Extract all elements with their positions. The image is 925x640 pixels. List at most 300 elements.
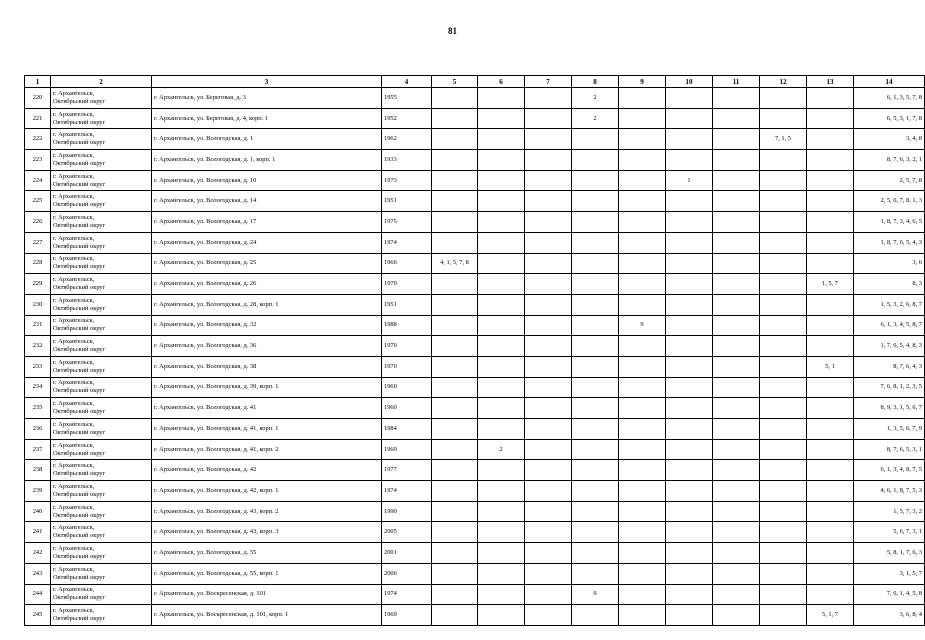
value-cell-10 [666,315,713,336]
value-cell-13 [807,501,854,522]
value-cell-13 [807,315,854,336]
year-cell: 1975 [382,212,432,233]
row-number-cell: 225 [25,191,51,212]
table-row [25,108,925,129]
value-cell-12 [760,398,807,419]
value-cell-12 [760,419,807,440]
year-cell: 2001 [382,543,432,564]
address-cell: г. Архангельск, ул. Вологодская, д. 42, корп. 1 [152,481,382,502]
year-cell: 2005 [382,522,432,543]
district-line: Октябрьский округ [53,139,106,147]
value-cell-12 [760,191,807,212]
row-number-cell: 244 [25,584,51,605]
value-cell-8: 9 [572,584,619,605]
district-cell [51,543,152,564]
value-cell-6 [478,522,525,543]
value-cell-5 [432,356,478,377]
value-cell-10 [666,191,713,212]
year-cell: 1970 [382,356,432,377]
district-line: Октябрьский округ [53,304,106,312]
column-header-2: 2 [51,76,152,88]
value-cell-11 [713,274,760,295]
year-cell: 1960 [382,439,432,460]
value-cell-11 [713,481,760,502]
value-cell-13 [807,584,854,605]
value-cell-9 [619,584,666,605]
address-cell: г. Архангельск, ул. Вологодская, д. 36 [152,336,382,357]
value-cell-14: 2, 5, 6, 7, 8, 1, 3 [854,191,925,212]
district-line: г. Архангельск, [53,255,95,263]
value-cell-8 [572,605,619,626]
column-header-14: 14 [854,76,925,88]
value-cell-7 [525,543,572,564]
value-cell-12 [760,377,807,398]
value-cell-9 [619,460,666,481]
address-cell: г. Архангельск, ул. Береговая, д. 3 [152,88,382,109]
district-cell [51,563,152,584]
value-cell-13 [807,88,854,109]
value-cell-6 [478,170,525,191]
value-cell-14: 8, 9, 3, 1, 5, 6, 7 [854,398,925,419]
value-cell-6 [478,150,525,171]
district-line: Октябрьский округ [53,408,106,416]
row-number-cell: 235 [25,398,51,419]
value-cell-8 [572,253,619,274]
district-cell [51,336,152,357]
row-number-cell: 221 [25,108,51,129]
row-number-cell: 230 [25,294,51,315]
value-cell-12 [760,253,807,274]
value-cell-10 [666,274,713,295]
value-cell-5 [432,481,478,502]
value-cell-14: 7, 6, 8, 1, 2, 3, 5 [854,377,925,398]
column-header-13: 13 [807,76,854,88]
column-header-8: 8 [572,76,619,88]
district-line: г. Архангельск, [53,503,95,511]
header-row [25,76,925,88]
value-cell-9 [619,294,666,315]
address-cell: г. Архангельск, ул. Воскресенская, д. 101 [152,584,382,605]
value-cell-8: 2 [572,88,619,109]
value-cell-5 [432,377,478,398]
value-cell-9 [619,212,666,233]
value-cell-7 [525,501,572,522]
table-row [25,212,925,233]
value-cell-11 [713,253,760,274]
district-cell [51,460,152,481]
value-cell-12 [760,294,807,315]
value-cell-5 [432,108,478,129]
value-cell-7 [525,170,572,191]
row-number-cell: 237 [25,439,51,460]
row-number-cell: 222 [25,129,51,150]
value-cell-12 [760,439,807,460]
address-cell: г. Архангельск, ул. Вологодская, д. 38 [152,356,382,377]
value-cell-13 [807,460,854,481]
table-row [25,150,925,171]
value-cell-14: 5, 8, 1, 7, 6, 3 [854,543,925,564]
column-header-5: 5 [432,76,478,88]
address-cell: г. Архангельск, ул. Вологодская, д. 41, корп. 1 [152,419,382,440]
value-cell-7 [525,398,572,419]
district-line: Октябрьский округ [53,263,106,271]
district-cell [51,522,152,543]
address-cell: г. Архангельск, ул. Вологодская, д. 43, корп. 2 [152,501,382,522]
value-cell-12 [760,501,807,522]
value-cell-5 [432,294,478,315]
district-line: Октябрьский округ [53,118,106,126]
value-cell-12 [760,150,807,171]
row-number-cell: 241 [25,522,51,543]
value-cell-9 [619,88,666,109]
value-cell-11 [713,377,760,398]
value-cell-8 [572,522,619,543]
value-cell-5 [432,419,478,440]
value-cell-11 [713,460,760,481]
value-cell-6: 2 [478,439,525,460]
value-cell-7 [525,294,572,315]
value-cell-11 [713,129,760,150]
table-row [25,522,925,543]
value-cell-14: 8, 7, 6, 5, 3, 1 [854,439,925,460]
district-cell [51,150,152,171]
value-cell-13 [807,108,854,129]
address-cell: г. Архангельск, ул. Вологодская, д. 1, корп. 1 [152,150,382,171]
value-cell-6 [478,584,525,605]
value-cell-5 [432,584,478,605]
value-cell-6 [478,501,525,522]
district-line: г. Архангельск, [53,193,95,201]
value-cell-10 [666,232,713,253]
value-cell-11 [713,336,760,357]
value-cell-8 [572,129,619,150]
value-cell-6 [478,398,525,419]
address-cell: г. Архангельск, ул. Вологодская, д. 28, корп. 1 [152,294,382,315]
value-cell-8 [572,501,619,522]
value-cell-7 [525,419,572,440]
value-cell-7 [525,253,572,274]
district-cell [51,439,152,460]
district-cell [51,481,152,502]
value-cell-6 [478,212,525,233]
value-cell-12 [760,563,807,584]
value-cell-14: 8, 7, 6, 4, 3 [854,356,925,377]
district-cell [51,191,152,212]
row-number-cell: 229 [25,274,51,295]
value-cell-5 [432,439,478,460]
value-cell-13 [807,212,854,233]
table-row [25,481,925,502]
district-line: г. Архангельск, [53,586,95,594]
value-cell-11 [713,501,760,522]
district-line: Октябрьский округ [53,346,106,354]
value-cell-14: 8, 3 [854,274,925,295]
value-cell-6 [478,108,525,129]
district-line: Октябрьский округ [53,490,106,498]
table-row [25,191,925,212]
value-cell-7 [525,191,572,212]
value-cell-9 [619,356,666,377]
value-cell-11 [713,584,760,605]
value-cell-11 [713,191,760,212]
district-line: Октябрьский округ [53,428,106,436]
value-cell-14: 1, 3, 5, 6, 7, 9 [854,419,925,440]
value-cell-13 [807,377,854,398]
district-line: Октябрьский округ [53,552,106,560]
value-cell-5 [432,232,478,253]
address-cell: г. Архангельск, ул. Вологодская, д. 26 [152,274,382,295]
value-cell-13 [807,170,854,191]
district-line: г. Архангельск, [53,296,95,304]
value-cell-6 [478,605,525,626]
value-cell-12: 7, 1, 5 [760,129,807,150]
value-cell-6 [478,315,525,336]
value-cell-9 [619,108,666,129]
value-cell-14: 1, 8, 7, 3, 4, 6, 5 [854,212,925,233]
address-cell: г. Архангельск, ул. Вологодская, д. 41, корп. 2 [152,439,382,460]
district-cell [51,129,152,150]
value-cell-11 [713,398,760,419]
value-cell-8 [572,212,619,233]
table-row [25,398,925,419]
district-line: Октябрьский округ [53,449,106,457]
year-cell: 1988 [382,315,432,336]
value-cell-12 [760,336,807,357]
value-cell-13 [807,398,854,419]
value-cell-7 [525,274,572,295]
district-line: г. Архангельск, [53,544,95,552]
column-header-1: 1 [25,76,51,88]
value-cell-9 [619,129,666,150]
page-number: 81 [448,26,457,36]
column-header-6: 6 [478,76,525,88]
value-cell-9 [619,253,666,274]
row-number-cell: 228 [25,253,51,274]
table-row [25,605,925,626]
value-cell-5 [432,191,478,212]
value-cell-7 [525,108,572,129]
value-cell-13 [807,294,854,315]
value-cell-8 [572,543,619,564]
value-cell-11 [713,294,760,315]
value-cell-9 [619,232,666,253]
value-cell-10 [666,481,713,502]
district-cell [51,88,152,109]
row-number-cell: 232 [25,336,51,357]
address-cell: г. Архангельск, ул. Вологодская, д. 14 [152,191,382,212]
value-cell-10 [666,336,713,357]
district-line: г. Архангельск, [53,131,95,139]
value-cell-13 [807,419,854,440]
row-number-cell: 231 [25,315,51,336]
value-cell-8 [572,315,619,336]
district-line: Октябрьский округ [53,470,106,478]
value-cell-11 [713,356,760,377]
district-cell [51,274,152,295]
value-cell-9 [619,439,666,460]
address-cell: г. Архангельск, ул. Воскресенская, д. 101, корп. 1 [152,605,382,626]
value-cell-6 [478,460,525,481]
value-cell-13 [807,150,854,171]
value-cell-7 [525,522,572,543]
value-cell-14: 3, 4, 8 [854,129,925,150]
value-cell-8 [572,356,619,377]
table-row [25,294,925,315]
year-cell: 1969 [382,605,432,626]
value-cell-14: 5, 6, 7, 3, 1 [854,522,925,543]
value-cell-9 [619,398,666,419]
district-line: г. Архангельск, [53,151,95,159]
year-cell: 1951 [382,191,432,212]
value-cell-6 [478,419,525,440]
row-number-cell: 223 [25,150,51,171]
value-cell-7 [525,336,572,357]
address-cell: г. Архангельск, ул. Вологодская, д. 42 [152,460,382,481]
value-cell-5 [432,522,478,543]
value-cell-10 [666,129,713,150]
value-cell-14: 7, 6, 1, 4, 5, 8 [854,584,925,605]
value-cell-6 [478,356,525,377]
value-cell-6 [478,232,525,253]
row-number-cell: 240 [25,501,51,522]
value-cell-14: 3, 6 [854,253,925,274]
row-number-cell: 220 [25,88,51,109]
value-cell-14: 6, 1, 3, 4, 8, 7, 5 [854,460,925,481]
value-cell-11 [713,563,760,584]
value-cell-12 [760,315,807,336]
value-cell-13 [807,481,854,502]
value-cell-12 [760,232,807,253]
table-row [25,460,925,481]
value-cell-5 [432,336,478,357]
district-line: г. Архангельск, [53,172,95,180]
value-cell-10 [666,584,713,605]
value-cell-12 [760,170,807,191]
year-cell: 1962 [382,129,432,150]
value-cell-9 [619,543,666,564]
value-cell-14: 6, 5, 3, 1, 7, 8 [854,108,925,129]
district-line: г. Архангельск, [53,524,95,532]
value-cell-6 [478,253,525,274]
value-cell-5 [432,170,478,191]
row-number-cell: 226 [25,212,51,233]
value-cell-13 [807,191,854,212]
row-number-cell: 224 [25,170,51,191]
district-line: г. Архангельск, [53,482,95,490]
value-cell-6 [478,274,525,295]
value-cell-10 [666,398,713,419]
value-cell-9 [619,563,666,584]
year-cell: 1951 [382,294,432,315]
district-line: г. Архангельск, [53,565,95,573]
value-cell-6 [478,191,525,212]
address-cell: г. Архангельск, ул. Вологодская, д. 55, корп. 1 [152,563,382,584]
value-cell-13 [807,232,854,253]
value-cell-11 [713,88,760,109]
value-cell-8 [572,563,619,584]
address-cell: г. Архангельск, ул. Вологодская, д. 1 [152,129,382,150]
value-cell-9 [619,605,666,626]
value-cell-13: 5, 1, 7 [807,605,854,626]
value-cell-10 [666,419,713,440]
value-cell-7 [525,563,572,584]
address-cell: г. Архангельск, ул. Вологодская, д. 55 [152,543,382,564]
district-line: Октябрьский округ [53,325,106,333]
value-cell-10 [666,439,713,460]
district-line: Октябрьский округ [53,615,106,623]
district-cell [51,377,152,398]
year-cell: 2006 [382,563,432,584]
value-cell-5 [432,501,478,522]
address-cell: г. Архангельск, ул. Вологодская, д. 25 [152,253,382,274]
value-cell-5 [432,129,478,150]
district-line: Октябрьский округ [53,573,106,581]
column-header-10: 10 [666,76,713,88]
value-cell-11 [713,212,760,233]
value-cell-10 [666,212,713,233]
column-header-11: 11 [713,76,760,88]
district-line: г. Архангельск, [53,607,95,615]
district-line: г. Архангельск, [53,441,95,449]
district-cell [51,108,152,129]
value-cell-11 [713,150,760,171]
table-row [25,129,925,150]
value-cell-8 [572,419,619,440]
district-cell [51,232,152,253]
value-cell-8 [572,460,619,481]
value-cell-6 [478,481,525,502]
district-line: г. Архангельск, [53,379,95,387]
year-cell: 1960 [382,377,432,398]
column-header-12: 12 [760,76,807,88]
year-cell: 1970 [382,274,432,295]
row-number-cell: 233 [25,356,51,377]
address-cell: г. Архангельск, ул. Вологодская, д. 32 [152,315,382,336]
row-number-cell: 234 [25,377,51,398]
value-cell-5 [432,274,478,295]
table-row [25,543,925,564]
value-cell-8 [572,377,619,398]
table-row [25,253,925,274]
value-cell-8 [572,294,619,315]
value-cell-10 [666,605,713,626]
column-header-3: 3 [152,76,382,88]
value-cell-5 [432,88,478,109]
row-number-cell: 227 [25,232,51,253]
value-cell-7 [525,481,572,502]
value-cell-14: 1, 5, 3, 2, 6, 8, 7 [854,294,925,315]
value-cell-12 [760,212,807,233]
value-cell-9 [619,191,666,212]
table-row [25,315,925,336]
row-number-cell: 243 [25,563,51,584]
column-header-7: 7 [525,76,572,88]
district-line: Октябрьский округ [53,242,106,250]
district-cell [51,253,152,274]
district-line: Октябрьский округ [53,284,106,292]
district-line: Октябрьский округ [53,532,106,540]
value-cell-9 [619,274,666,295]
row-number-cell: 236 [25,419,51,440]
value-cell-11 [713,419,760,440]
district-line: г. Архангельск, [53,400,95,408]
value-cell-9 [619,150,666,171]
value-cell-10 [666,294,713,315]
value-cell-6 [478,563,525,584]
value-cell-8 [572,150,619,171]
value-cell-6 [478,377,525,398]
district-line: г. Архангельск, [53,213,95,221]
